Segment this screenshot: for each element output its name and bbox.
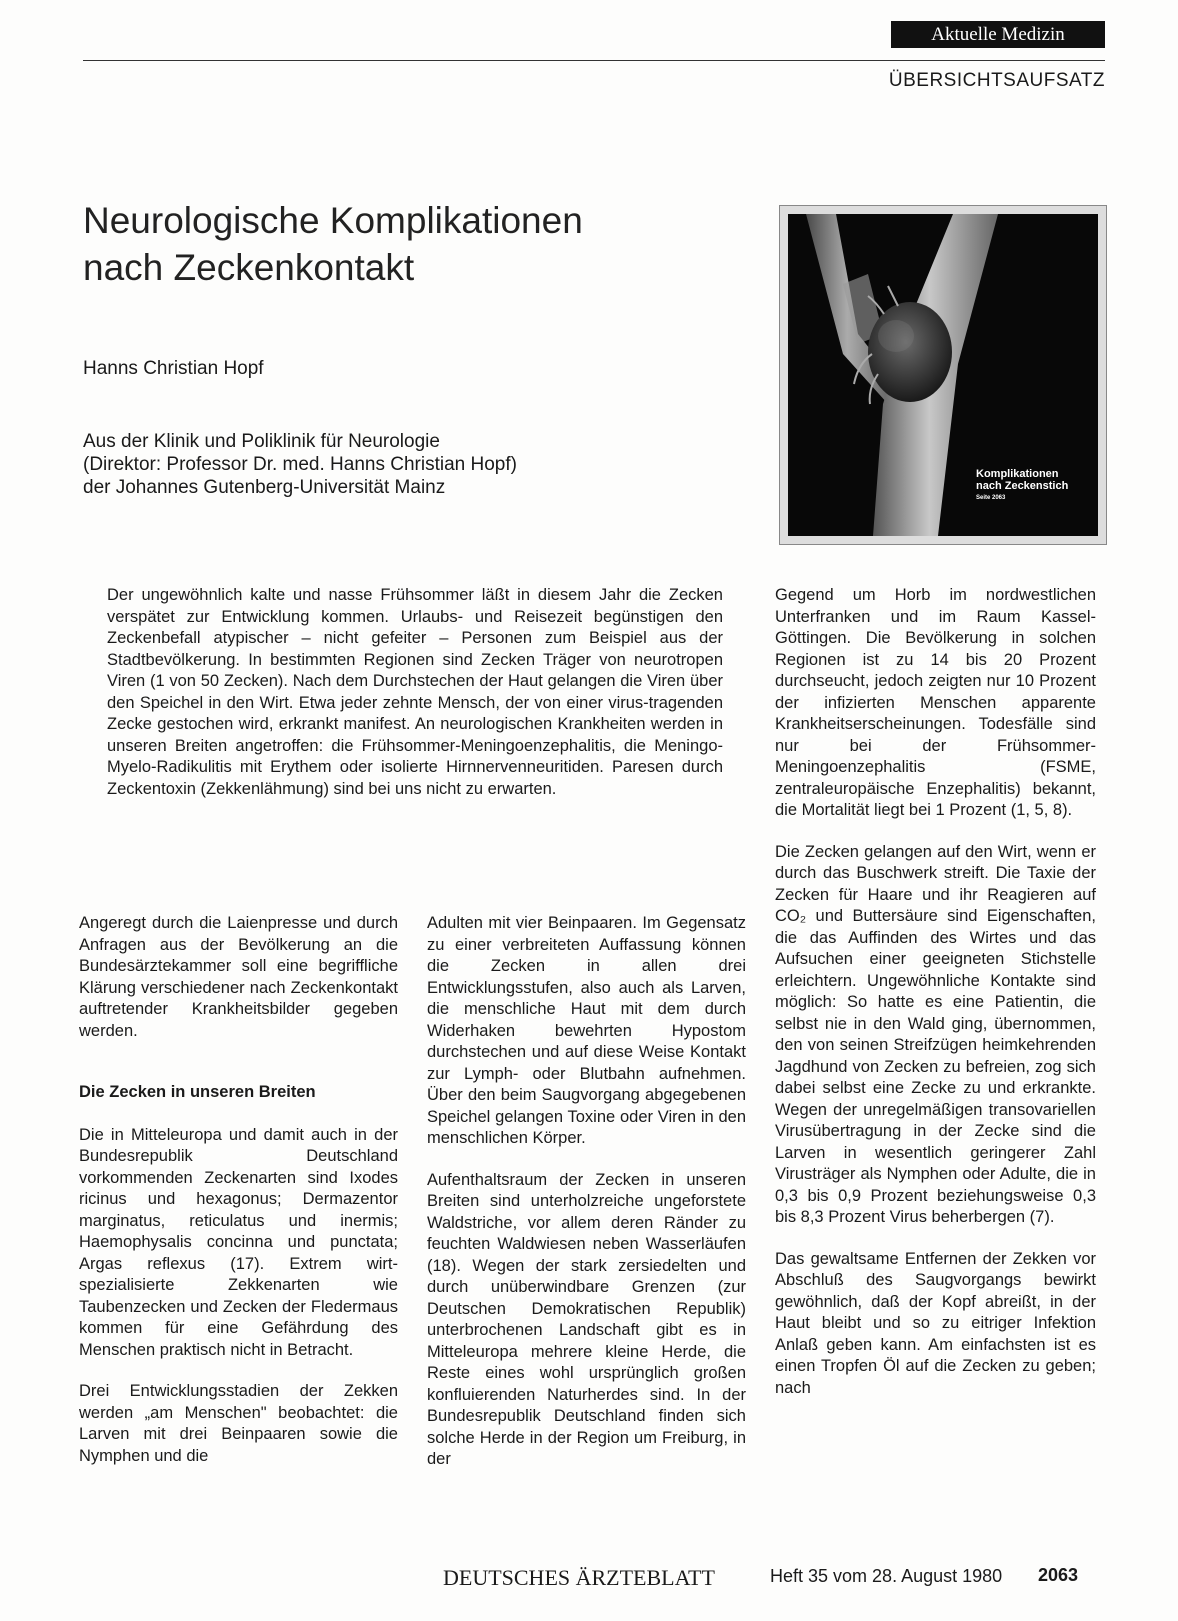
title-line-1: Neurologische Komplikationen — [83, 200, 583, 241]
paragraph: Die in Mitteleuropa und damit auch in der Bundesrepublik Deutschland vorkommenden Zeckenarten sind Ixodes ricinus und hexagonus; Dermazentor marginatus, reticulatus und inermis; Haemophysalis concinna und punctata; Argas reflexus (17). Extrem wirt-spezialisierte Zekkenarten wie Taubenzecken und Zecken der Fledermaus kommen für eine Gefährdung des Menschen praktisch nicht in Betracht. — [79, 1125, 398, 1359]
paragraph: Das gewaltsame Entfernen der Zekken vor Abschluß des Saugvorgangs bewirkt gewöhnlich, daß der Kopf abreißt, in der Haut bleibt und so zu eitriger Infektion Anlaß geben kann. Am einfachsten ist es einen Tropfen Öl auf die Zecken zu geben; nach — [775, 1249, 1096, 1397]
section-label: Aktuelle Medizin — [891, 21, 1105, 48]
cover-caption — [976, 468, 1068, 504]
paragraph: Drei Entwicklungsstadien der Zekken werden „am Menschen" beobachtet: die Larven mit drei Beinpaaren sowie die Nymphen und die — [79, 1382, 398, 1465]
author: Hanns Christian Hopf — [83, 358, 264, 379]
cover-caption-line: nach Zeckenstich — [976, 480, 1069, 492]
footer-issue: Heft 35 vom 28. August 1980 — [770, 1566, 1003, 1586]
affiliation-line: (Direktor: Professor Dr. med. Hanns Christian Hopf) — [83, 454, 517, 475]
affiliation-line: Aus der Klinik und Poliklinik für Neurologie — [83, 431, 440, 452]
body-column-3 — [775, 585, 1096, 1419]
title-line-2: nach Zeckenkontakt — [83, 247, 415, 288]
abstract — [107, 585, 723, 800]
affiliation-line: der Johannes Gutenberg-Universität Mainz — [83, 477, 446, 498]
header-rule — [83, 60, 1105, 61]
cover-caption-line: Komplikationen — [976, 468, 1059, 480]
cover-image — [779, 205, 1107, 545]
paragraph: Die Zecken gelangen auf den Wirt, wenn er durch das Buschwerk streift. Die Taxie der Zecken für Haare und ihr Reagieren auf CO₂ und Buttersäure sind Eigenschaften, die das Auffinden des Wirtes und das Aufsuchen einer geeigneten Stichstelle erleichtern. Ungewöhnliche Kontakte sind möglich: So hatte es eine Patientin, die selbst nie in den Wald ging, übernommen, den von seinen Streifzügen heimkehrenden Jagdhund von Zecken zu befreien, zog sich dabei selbst eine Zecke zu und erkrankte. Wegen der unregelmäßigen transovariellen Virusübertragung in der Zecke sind die Larven in wesentlich geringerer Zahl Virusträger als Nymphen oder Adulte, die in 0,3 bis 0,9 Prozent beziehungsweise 0,3 bis 8,3 Prozent Virus beherbergen (7). — [775, 842, 1096, 1226]
article-title — [83, 197, 723, 291]
paragraph: Angeregt durch die Laienpresse und durch Anfragen aus der Bevölkerung an die Bundesärztekammer soll eine begriffliche Klärung verschiedener nach Zeckenkontakt auftretender Krankheitsbilder gegeben werden. — [79, 914, 398, 1040]
affiliation — [83, 430, 517, 499]
paragraph: Aufenthaltsraum der Zecken in unseren Breiten sind unterholzreiche ungeforstete Waldstriche, vor allem deren Ränder zu feuchten Waldwiesen neben Wasserläufen (18). Wegen der stark zersiedelten und durch unüberwindbare Grenzen (zur Deutschen Demokratischen Republik) unterbrochenen Landschaft gibt es in Mitteleuropa mehrere kleine Herde, die Reste eines wohl ursprünglich großen konfluierenden Naturherdes sind. In der Bundesrepublik Deutschland finden sich solche Herde in der Region um Freiburg, in der — [427, 1170, 746, 1468]
section-heading: Die Zecken in unseren Breiten — [79, 1083, 316, 1101]
abstract-text: Der ungewöhnlich kalte und nasse Frühsommer läßt in diesem Jahr die Zecken verspätet zur Entwicklung kommen. Urlaubs- und Reisezeit begünstigen den Zeckenbefall atypischer – nicht gefeiter – Personen zum Beispiel aus der Stadtbevölkerung. In bestimmten Regionen sind Zecken Träger von neurotropen Viren (1 von 50 Zecken). Nach dem Durchstechen der Haut gelangen die Viren über den Speichel in den Wirt. Etwa jeder zehnte Mensch, der von einer virus-tragenden Zecke gestochen wird, erkrankt manifest. An neurologischen Krankheiten werden in unseren Breiten angetroffen: die Frühsommer-Meningoenzephalitis, die Meningo-Myelo-Radikulitis mit Erythem oder isolierte Hirnnervenneuritiden. Paresen durch Zeckentoxin (Zekkenlähmung) sind bei uns nicht zu erwarten. — [107, 586, 723, 798]
paragraph: Adulten mit vier Beinpaaren. Im Gegensatz zu einer verbreiteten Auffassung können die Zecken in allen drei Entwicklungsstufen, also auch als Larven, die menschliche Haut mit dem durch Widerhaken bewehrten Hypostom durchstechen und auf diese Weise Kontakt zur Lymph- oder Blutbahn aufnehmen. Über den beim Saugvorgang abgegebenen Speichel gelangen Toxine oder Viren in den menschlichen Körper. — [427, 914, 746, 1147]
body-column-2 — [427, 913, 746, 1491]
article-type: ÜBERSICHTSAUFSATZ — [888, 70, 1105, 91]
cover-caption-page: Seite 2063 — [976, 495, 1006, 501]
page-number: 2063 — [1038, 1565, 1079, 1585]
body-column-1 — [79, 913, 398, 1487]
footer-journal: DEUTSCHES ÄRZTEBLATT — [443, 1565, 715, 1590]
paragraph: Gegend um Horb im nordwestlichen Unterfranken und im Raum Kassel-Göttingen. Die Bevölkerung in solchen Regionen ist zu 14 bis 20 Prozent durchseucht, jedoch zeigten nur 10 Prozent der infizierten Menschen apparente Krankheitserscheinungen. Todesfälle sind nur bei der Frühsommer-Meningoenzephalitis (FSME, zentraleuropäische Enzephalitis) bekannt, die Mortalität liegt bei 1 Prozent (1, 5, 8). — [775, 586, 1096, 819]
